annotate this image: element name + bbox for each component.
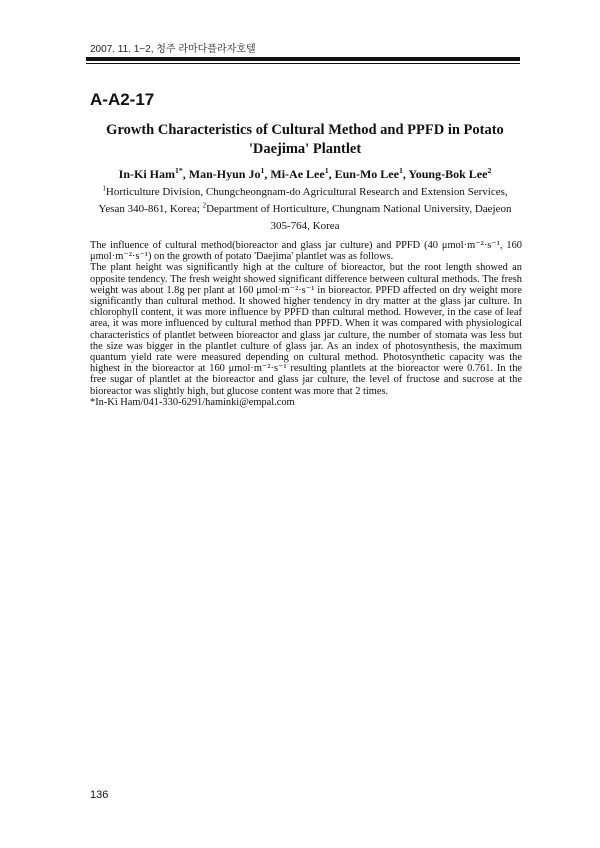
affiliation-2: Department of Horticulture, Chungnam National University, Daejeon 305-764, Korea xyxy=(206,203,512,232)
author-name: Mi-Ae Lee xyxy=(270,167,325,181)
paper-title xyxy=(90,121,520,159)
author-affil-mark: 1 xyxy=(398,166,403,175)
author-affil-mark: 1 xyxy=(260,166,265,175)
author-list: In-Ki Ham$^{1*}$, Man-Hyun Jo$^1$, Mi-Ae Lee$^1$, Eun-Mo Lee$^1$, Young-Bok Lee$^2$ xyxy=(118,166,492,181)
author-name: Young-Bok Lee xyxy=(408,167,488,181)
affiliation-1: Horticulture Division, Chungcheongnam-do Agricultural Research and Extension Services, Yesan 340-861, Korea; xyxy=(98,186,508,215)
abstract-paragraph: The plant height was significantly high at the culture of bioreactor, but the root length showed an opposite tendency. The fresh weight showed significant difference between cultural methods. The fresh weight was about 1.8g per plant at 160 μmol·m⁻²·s⁻¹ in bioreactor. PPFD affected on dry weight more significantly than cultural method. It showed higher tendency in dry matter at the glass jar culture. In chlorophyll content, it was more influence by PPFD than cultural method. However, in the case of leaf area, it was more influenced by cultural method than PPFD. When it was compared with physiological characteristics of plantlet between bioreactor and glass jar culture, the number of stomata was less but the size was bigger in the plantlet culture of glass jar. As an index of photosynthesis, the maximum quantum yield rate were measured depending on cultural method. Photosynthetic capacity was the highest in the bioreactor at 160 μmol·m⁻²·s⁻¹ resulting plantlets at the bioreactor were 0.761. In the free sugar of plantlet at the bioreactor and glass jar culture, the level of fructose and sucrose at the bioreactor was slightly high, but glucose content was more that 2 times. xyxy=(90,262,522,397)
affil-mark-2: 2 xyxy=(202,201,207,210)
paper-code: A-A2-17 xyxy=(90,90,155,109)
header-rule-thick xyxy=(86,57,520,61)
affiliations xyxy=(90,184,520,235)
page-number: 136 xyxy=(90,789,109,801)
author-affil-mark: 1 xyxy=(324,166,329,175)
author-name: Man-Hyun Jo xyxy=(188,167,261,181)
author-affil-mark: 2 xyxy=(487,166,492,175)
page-header: 2007. 11. 1~2, 청주 라마다플라자호텔 xyxy=(90,44,256,55)
corresponding-author: *In-Ki Ham/041-330-6291/haminki@empal.com xyxy=(90,396,295,408)
affil-mark-1: 1 xyxy=(102,184,106,193)
author-name: In-Ki Ham xyxy=(118,167,175,181)
title-line-1: Growth Characteristics of Cultural Method and PPFD in Potato xyxy=(106,122,504,138)
author-affil-mark: 1* xyxy=(175,166,183,175)
abstract-paragraph: The influence of cultural method(bioreactor and glass jar culture) and PPFD (40 μmol·m⁻²·s⁻¹, 160 μmol·m⁻²·s⁻¹) on the growth of potato 'Daejima' plantlet was as follows. xyxy=(90,240,522,263)
title-line-2: 'Daejima' Plantlet xyxy=(248,141,362,157)
header-rule-thin xyxy=(86,63,520,64)
author-name: Eun-Mo Lee xyxy=(334,167,399,181)
abstract xyxy=(90,240,522,408)
